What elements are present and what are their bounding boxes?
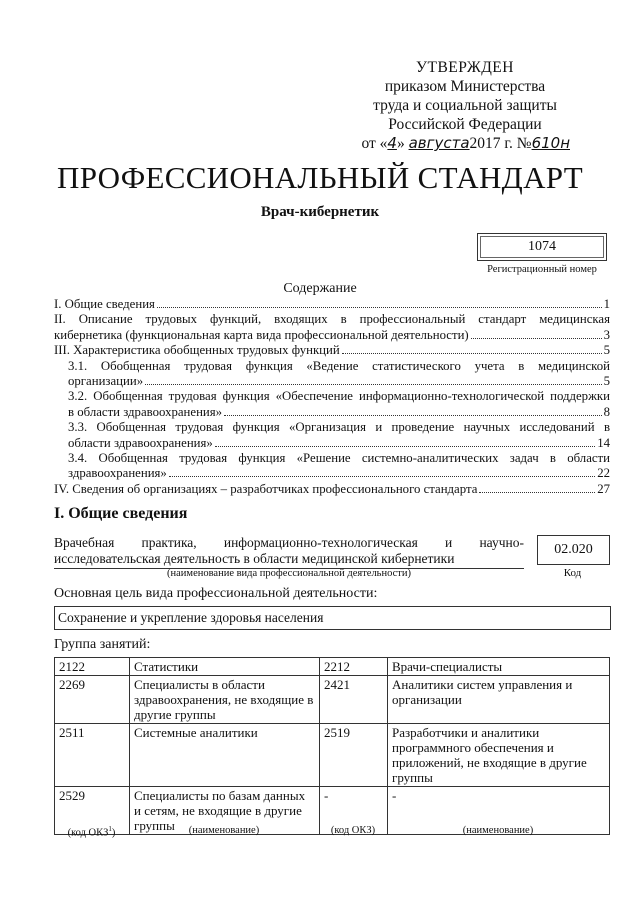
- toc-item[interactable]: [54, 343, 610, 358]
- toc-item-text-cont: в области здравоохранения»: [68, 404, 223, 419]
- toc-item-text: 3.4. Обобщенная трудовая функция «Решение системно-аналитических задач в области: [68, 451, 610, 466]
- toc-item-text: I. Общие сведения: [54, 297, 155, 311]
- approval-line-3: Российской Федерации: [388, 116, 542, 133]
- registration-label: Регистрационный номер: [487, 264, 597, 275]
- approval-line-1: приказом Министерства: [384, 78, 546, 95]
- registration-inner-frame: [480, 236, 604, 258]
- toc-item-text: 3.1. Обобщенная трудовая функция «Ведение статистического учета в медицинской: [68, 358, 610, 373]
- okz-code: 2269: [55, 676, 130, 724]
- registration-number-box: [477, 233, 607, 261]
- activity-code-label: Код: [563, 567, 582, 579]
- caption-text: (код ОКЗ: [67, 827, 109, 839]
- toc-item-text: IV. Сведения об организациях – разработчиках профессионального стандарта: [54, 481, 478, 496]
- toc-item[interactable]: [54, 359, 610, 390]
- date-day: 4: [387, 134, 397, 152]
- occupation-name: Системные аналитики: [130, 724, 320, 787]
- toc-item[interactable]: [54, 482, 610, 497]
- toc-item[interactable]: [54, 451, 610, 482]
- toc-item-page: 5: [603, 343, 610, 358]
- toc-item-page: 22: [597, 466, 610, 481]
- toc-item-page: 3: [603, 327, 610, 342]
- profession-title: Врач-кибернетик: [260, 204, 380, 220]
- approval-date: [360, 134, 570, 153]
- toc-item[interactable]: [54, 389, 610, 420]
- table-row: [55, 676, 610, 724]
- occupation-name: Разработчики и аналитики программного обеспечения и приложений, не входящие в другие группы: [388, 724, 610, 787]
- name-caption-1: (наименование): [188, 825, 260, 836]
- occupations-table: [54, 657, 610, 835]
- document-title: ПРОФЕССИОНАЛЬНЫЙ СТАНДАРТ: [57, 160, 583, 195]
- toc-item-text-cont: кибернетика (функциональная карта вида профессиональной деятельности): [54, 327, 469, 342]
- approval-title: УТВЕРЖДЕН: [416, 59, 514, 76]
- approval-block: [360, 58, 570, 153]
- occupation-name: -: [388, 787, 610, 835]
- date-year: 2017 г. №: [469, 135, 532, 152]
- toc-item-text: III. Характеристика обобщенных трудовых функций: [54, 343, 340, 358]
- contents-heading: Содержание: [283, 281, 357, 296]
- toc-item-text-cont: области здравоохранения»: [68, 435, 213, 450]
- activity-caption: (наименование вида профессиональной деятельности): [167, 568, 411, 579]
- name-caption-2: (наименование): [462, 825, 534, 836]
- toc-item[interactable]: [54, 297, 610, 312]
- group-label: Группа занятий:: [54, 637, 151, 652]
- date-mid: »: [396, 135, 405, 152]
- activity-line-2: исследовательская деятельность в области медицинской кибернетики: [54, 551, 455, 566]
- registration-number: 1074: [528, 239, 556, 254]
- toc-item-page: 27: [597, 481, 610, 496]
- order-number: 610н: [531, 134, 570, 152]
- activity-name: [54, 535, 524, 567]
- section-heading: I. Общие сведения: [54, 505, 188, 522]
- table-row: [55, 658, 610, 676]
- goal-box: Сохранение и укрепление здоровья населения: [54, 606, 611, 630]
- occupation-name: Специалисты в области здравоохранения, не входящие в другие группы: [130, 676, 320, 724]
- footnote-mark[interactable]: 1: [108, 825, 112, 833]
- okz-code: 2519: [320, 724, 388, 787]
- toc-item[interactable]: [54, 312, 610, 343]
- goal-label: Основная цель вида профессиональной деятельности:: [54, 586, 378, 601]
- toc-item-page: 1: [603, 297, 610, 311]
- okz-code: 2529: [55, 787, 130, 835]
- toc-item-page: 14: [597, 435, 610, 450]
- table-row: [55, 724, 610, 787]
- okz-code: 2212: [320, 658, 388, 676]
- caption-text: ): [111, 827, 116, 839]
- occupation-name: Специалисты по базам данных и сетям, не входящие в другие группы: [130, 787, 320, 835]
- toc-item-page: 5: [603, 374, 610, 389]
- okz-code: -: [320, 787, 388, 835]
- okz-code-caption-2: (код ОКЗ): [330, 825, 376, 836]
- toc-item-text: II. Описание трудовых функций, входящих в профессиональный стандарт медицинская: [54, 312, 610, 327]
- date-month: августа: [408, 134, 470, 152]
- toc-item-text: 3.3. Обобщенная трудовая функция «Организация и проведение научных исследований в: [68, 420, 610, 435]
- toc-item-text-cont: здравоохранения»: [68, 466, 167, 481]
- okz-code-caption-1: [54, 825, 129, 839]
- activity-line-1: Врачебная практика, информационно-технологическая и научно-: [54, 535, 524, 550]
- date-prefix: от «: [361, 135, 388, 152]
- toc-item-text: 3.2. Обобщенная трудовая функция «Обеспечение информационно-технологической поддержки: [68, 389, 610, 404]
- toc-item[interactable]: [54, 420, 610, 451]
- approval-line-2: труда и социальной защиты: [373, 97, 557, 114]
- occupation-name: Аналитики систем управления и организации: [388, 676, 610, 724]
- activity-code-box: 02.020: [537, 535, 610, 565]
- occupation-name: Врачи-специалисты: [388, 658, 610, 676]
- toc-item-page: 8: [603, 404, 610, 419]
- occupation-name: Статистики: [130, 658, 320, 676]
- okz-code: 2511: [55, 724, 130, 787]
- table-of-contents: [54, 297, 610, 497]
- toc-item-text-cont: организации»: [68, 374, 144, 389]
- okz-code: 2122: [55, 658, 130, 676]
- okz-code: 2421: [320, 676, 388, 724]
